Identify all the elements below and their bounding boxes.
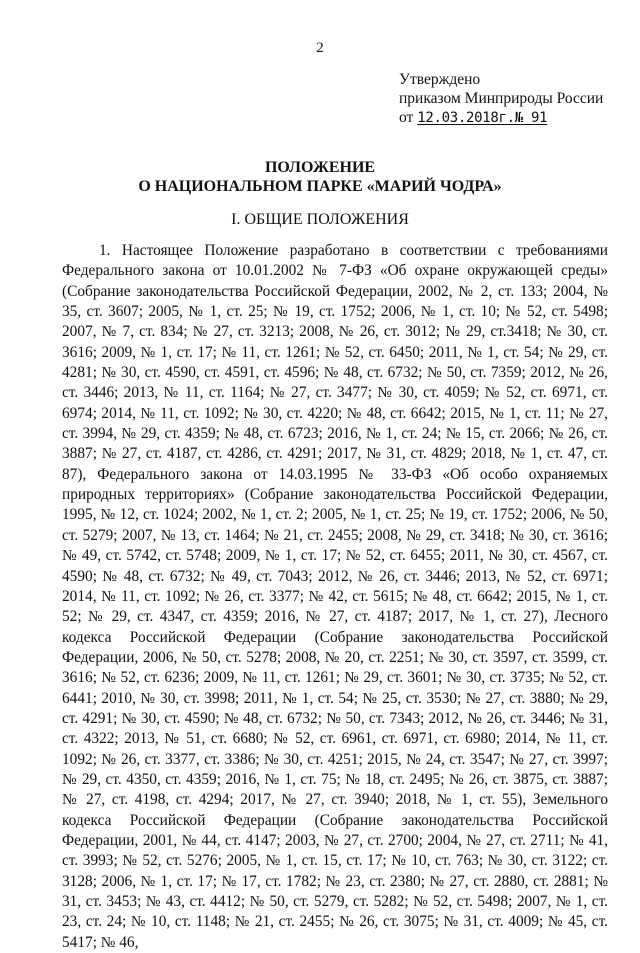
approval-date-line — [399, 108, 629, 128]
approval-order-issuer: приказом Минприроды России — [399, 90, 604, 107]
document-title — [0, 158, 640, 196]
document-title-line-1: ПОЛОЖЕНИЕ — [264, 159, 376, 176]
section-heading: I. ОБЩИЕ ПОЛОЖЕНИЯ — [231, 211, 409, 228]
approval-date-prefix: от — [399, 109, 414, 126]
approval-label: Утверждено — [399, 71, 481, 88]
page-number: 2 — [316, 40, 324, 56]
approval-date-number-stamp: 12.03.2018г.№ 91 — [417, 110, 548, 126]
document-title-line-2: О НАЦИОНАЛЬНОМ ПАРКЕ «МАРИЙ ЧОДРА» — [138, 178, 502, 195]
paragraph-1: 1. Настоящее Положение разработано в соответствии с требованиями Федерального закона от 10.01.2002 № 7-ФЗ «Об охране окружающей среды» (Собрание законодательства Российской Федерации, 2002, № 2, ст. 133; 2004, № 35, ст. 3607; 2005, № 1, ст. 25; № 19, ст. 1752; 2006, № 1, ст. 10; № 52, ст. 5498; 2007, № 7, ст. 834; № 27, ст. 3213; 2008, № 26, ст. 3012; № 29, ст.3418; № 30, ст. 3616; 2009, № 1, ст. 17; № 11, ст. 1261; № 52, ст. 6450; 2011, № 1, ст. 54; № 29, ст. 4281; № 30, ст. 4590, ст. 4591, ст. 4596; № 48, ст. 6732; № 50, ст. 7359; 2012, № 26, ст. 3446; 2013, № 11, ст. 1164; № 27, ст. 3477; № 30, ст. 4059; № 52, ст. 6971, ст. 6974; 2014, № 11, ст. 1092; № 30, ст. 4220; № 48, ст. 6642; 2015, № 1, ст. 11; № 27, ст. 3994, № 29, ст. 4359; № 48, ст. 6723; 2016, № 1, ст. 24; № 15, ст. 2066; № 26, ст. 3887; № 27, ст. 4187, ст. 4286, ст. 4291; 2017, № 31, ст. 4829; 2018, № 1, ст. 47, ст. 87), Федерального закона от 14.03.1995 № 33-ФЗ «Об особо охраняемых природных территориях» (Собрание законодательства Российской Федерации, 1995, № 12, ст. 1024; 2002, № 1, ст. 2; 2005, № 1, ст. 25; № 19, ст. 1752; 2006, № 50, ст. 5279; 2007, № 13, ст. 1464; № 21, ст. 2455; 2008, № 29, ст. 3418; № 30, ст. 3616; № 49, ст. 5742, ст. 5748; 2009, № 1, ст. 17; № 52, ст. 6455; 2011, № 30, ст. 4567, ст. 4590; № 48, ст. 6732; № 49, ст. 7043; 2012, № 26, ст. 3446; 2013, № 52, ст. 6971; 2014, № 11, ст. 1092; № 26, ст. 3377; № 42, ст. 5615; № 48, ст. 6642; 2015, № 1, ст. 52; № 29, ст. 4347, ст. 4359; 2016, № 27, ст. 4187; 2017, № 1, ст. 27), Лесного кодекса Российской Федерации (Собрание законодательства Российской Федерации, 2006, № 50, ст. 5278; 2008, № 20, ст. 2251; № 30, ст. 3597, ст. 3599, ст. 3616; № 52, ст. 6236; 2009, № 11, ст. 1261; № 29, ст. 3601; № 30, ст. 3735; № 52, ст. 6441; 2010, № 30, ст. 3998; 2011, № 1, ст. 54; № 25, ст. 3530; № 27, ст. 3880; № 29, ст. 4291; № 30, ст. 4590; № 48, ст. 6732; № 50, ст. 7343; 2012, № 26, ст. 3446; № 31, ст. 4322; 2013, № 51, ст. 6680; № 52, ст. 6961, ст. 6971, ст. 6980; 2014, № 11, ст. 1092; № 26, ст. 3377, ст. 3386; № 30, ст. 4251; 2015, № 24, ст. 3547; № 27, ст. 3997; № 29, ст. 4350, ст. 4359; 2016, № 1, ст. 75; № 18, ст. 2495; № 26, ст. 3875, ст. 3887; № 27, ст. 4198, ст. 4294; 2017, № 27, ст. 3940; 2018, № 1, ст. 55), Земельного кодекса Российской Федерации (Собрание законодательства Российской Федерации, 2001, № 44, ст. 4147; 2003, № 27, ст. 2700; 2004, № 27, ст. 2711; № 41, ст. 3993; № 52, ст. 5276; 2005, № 1, ст. 15, ст. 17; № 10, ст. 763; № 30, ст. 3122; ст. 3128; 2006, № 1, ст. 17; № 17, ст. 1782; № 23, ст. 2380; № 27, ст. 2880, ст. 2881; № 31, ст. 3453; № 43, ст. 4412; № 50, ст. 5279, ст. 5282; № 52, ст. 5498; 2007, № 1, ст. 23, ст. 24; № 10, ст. 1148; № 21, ст. 2455; № 26, ст. 3075; № 31, ст. 4009; № 45, ст. 5417; № 46, — [62, 242, 608, 951]
approval-block — [399, 70, 629, 128]
